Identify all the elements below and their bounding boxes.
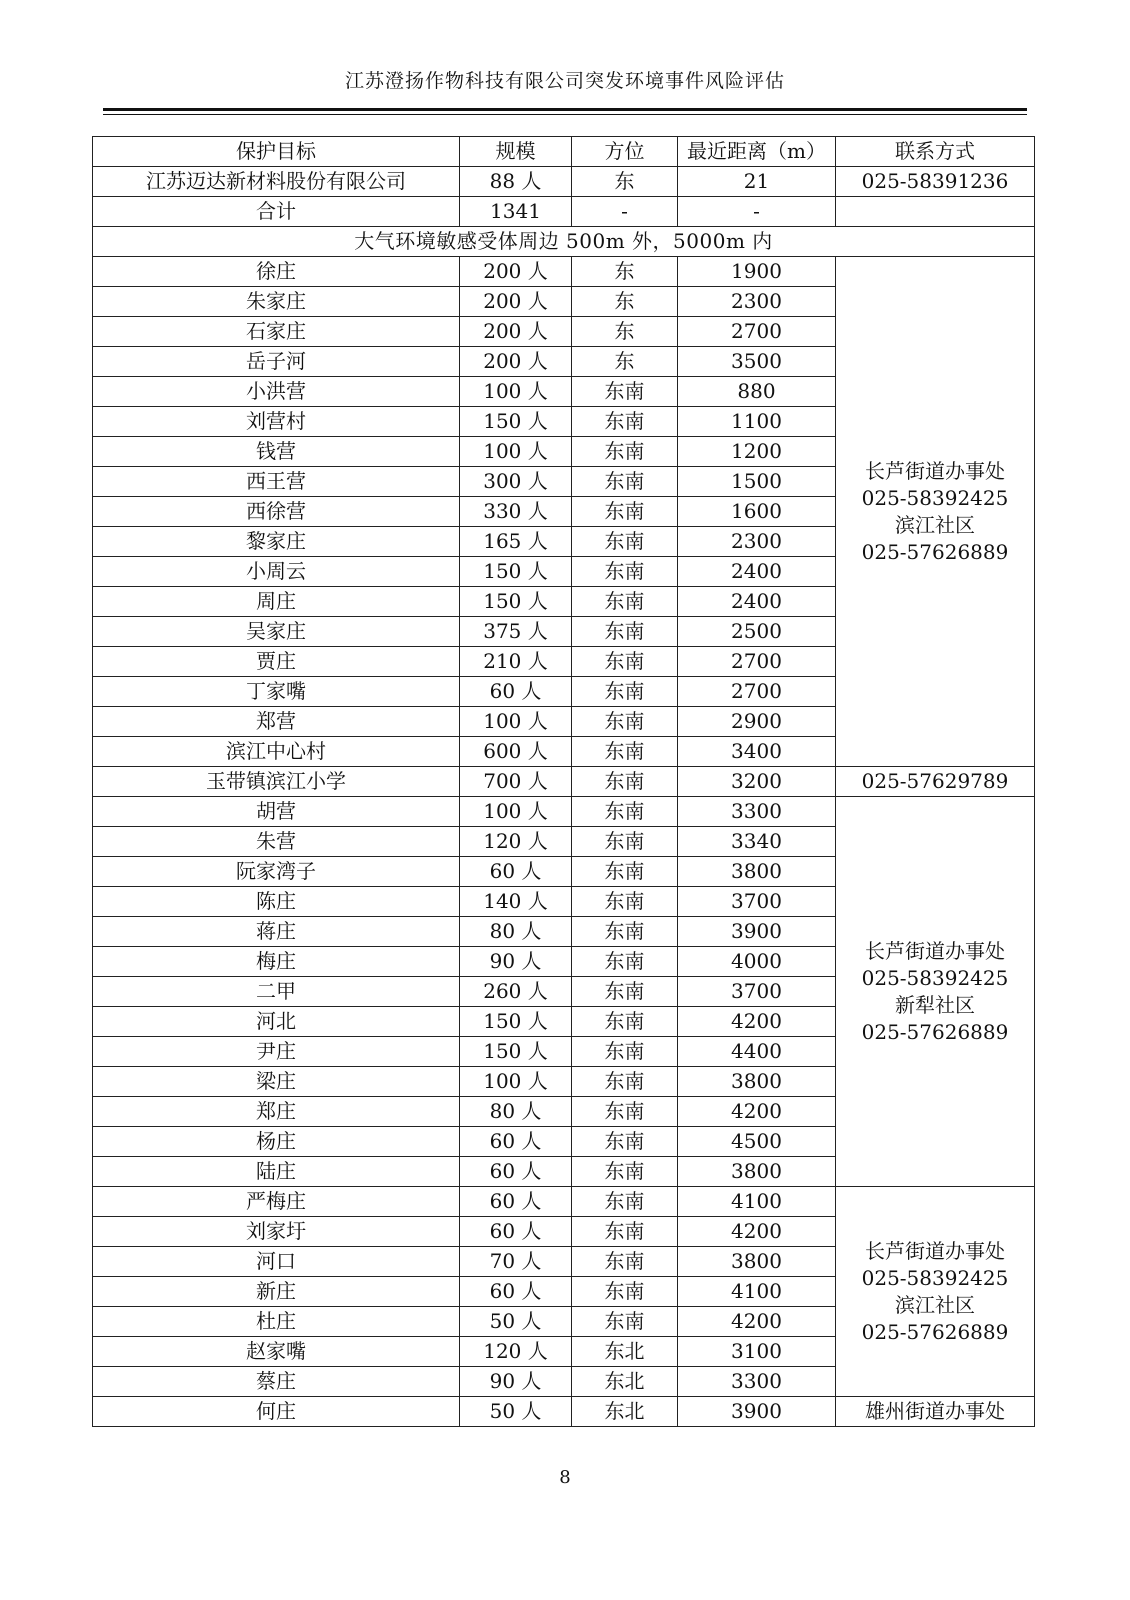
target-name-cell: 朱营: [93, 827, 460, 857]
distance-cell: 4200: [678, 1007, 836, 1037]
target-name-cell: 蒋庄: [93, 917, 460, 947]
direction-cell: 东南: [572, 977, 678, 1007]
scale-cell: 260 人: [460, 977, 572, 1007]
direction-cell: 东南: [572, 857, 678, 887]
direction-cell: 东南: [572, 1307, 678, 1337]
contact-line: 长芦街道办事处: [865, 938, 1005, 963]
direction-cell: 东南: [572, 1127, 678, 1157]
table-row: [93, 167, 1035, 197]
target-name-cell: 滨江中心村: [93, 737, 460, 767]
scale-cell: 150 人: [460, 557, 572, 587]
scale-cell: 150 人: [460, 407, 572, 437]
direction-cell: 东南: [572, 587, 678, 617]
table-header-row: [93, 137, 1035, 167]
target-name-cell: 二甲: [93, 977, 460, 1007]
distance-cell: 3300: [678, 797, 836, 827]
page-number: 8: [559, 1467, 571, 1488]
scale-cell: 60 人: [460, 1127, 572, 1157]
target-name-cell: 赵家嘴: [93, 1337, 460, 1367]
direction-cell: 东南: [572, 887, 678, 917]
distance-cell: 2700: [678, 317, 836, 347]
contact-cell: 025-58391236: [836, 167, 1035, 197]
header-rule-thick: [103, 108, 1027, 111]
table-row: [93, 767, 1035, 797]
group-contact-cell: [836, 257, 1035, 767]
direction-cell: 东南: [572, 617, 678, 647]
scale-cell: 600 人: [460, 737, 572, 767]
direction-cell: 东南: [572, 1217, 678, 1247]
scale-cell: 100 人: [460, 437, 572, 467]
target-name-cell: 周庄: [93, 587, 460, 617]
direction-cell: 东南: [572, 1097, 678, 1127]
header-rule-thin: [103, 114, 1027, 115]
column-header-scale: 规模: [460, 137, 572, 167]
table-row: [93, 257, 1035, 287]
direction-cell: 东南: [572, 1157, 678, 1187]
table-row: [93, 797, 1035, 827]
contact-line: 025-57626889: [861, 539, 1009, 564]
direction-cell: 东南: [572, 1247, 678, 1277]
distance-cell: 2500: [678, 617, 836, 647]
target-name-cell: 郑庄: [93, 1097, 460, 1127]
scale-cell: 150 人: [460, 1037, 572, 1067]
target-name-cell: 胡营: [93, 797, 460, 827]
distance-cell: 3500: [678, 347, 836, 377]
distance-cell: 4100: [678, 1187, 836, 1217]
distance-cell: 2400: [678, 587, 836, 617]
distance-cell: 2700: [678, 647, 836, 677]
target-name-cell: 河北: [93, 1007, 460, 1037]
scale-cell: 150 人: [460, 1007, 572, 1037]
direction-cell: 东北: [572, 1337, 678, 1367]
column-header-direction: 方位: [572, 137, 678, 167]
target-name-cell: 岳子河: [93, 347, 460, 377]
distance-cell: 3800: [678, 1067, 836, 1097]
distance-cell: 2300: [678, 527, 836, 557]
contact-line: 025-57626889: [861, 1319, 1009, 1344]
target-name-cell: 合计: [93, 197, 460, 227]
direction-cell: 东南: [572, 1007, 678, 1037]
direction-cell: -: [572, 197, 678, 227]
distance-cell: 21: [678, 167, 836, 197]
target-name-cell: 刘家圩: [93, 1217, 460, 1247]
distance-cell: 2400: [678, 557, 836, 587]
direction-cell: 东南: [572, 1187, 678, 1217]
table-row: [93, 1187, 1035, 1217]
distance-cell: 4000: [678, 947, 836, 977]
direction-cell: 东南: [572, 827, 678, 857]
direction-cell: 东南: [572, 737, 678, 767]
direction-cell: 东南: [572, 947, 678, 977]
protection-targets-table: [92, 136, 1035, 1427]
target-name-cell: 陆庄: [93, 1157, 460, 1187]
scale-cell: 100 人: [460, 797, 572, 827]
direction-cell: 东南: [572, 707, 678, 737]
contact-cell: 025-57629789: [836, 767, 1035, 797]
scale-cell: 100 人: [460, 1067, 572, 1097]
scale-cell: 60 人: [460, 677, 572, 707]
distance-cell: 3100: [678, 1337, 836, 1367]
group-contact-cell: [836, 797, 1035, 1187]
scale-cell: 200 人: [460, 257, 572, 287]
table-row: [93, 197, 1035, 227]
direction-cell: 东: [572, 347, 678, 377]
scale-cell: 60 人: [460, 857, 572, 887]
target-name-cell: 梅庄: [93, 947, 460, 977]
target-name-cell: 黎家庄: [93, 527, 460, 557]
direction-cell: 东南: [572, 797, 678, 827]
scale-cell: 165 人: [460, 527, 572, 557]
target-name-cell: 梁庄: [93, 1067, 460, 1097]
column-header-target: 保护目标: [93, 137, 460, 167]
scale-cell: 200 人: [460, 347, 572, 377]
direction-cell: 东北: [572, 1367, 678, 1397]
distance-cell: 1200: [678, 437, 836, 467]
direction-cell: 东南: [572, 647, 678, 677]
scale-cell: 140 人: [460, 887, 572, 917]
target-name-cell: 贾庄: [93, 647, 460, 677]
target-name-cell: 江苏迈达新材料股份有限公司: [93, 167, 460, 197]
contact-cell: 雄州街道办事处: [836, 1397, 1035, 1427]
distance-cell: 1900: [678, 257, 836, 287]
contact-line: 长芦街道办事处: [865, 1238, 1005, 1263]
contact-line: 025-58392425: [861, 965, 1009, 990]
page-header-title: 江苏澄扬作物科技有限公司突发环境事件风险评估: [344, 70, 785, 92]
distance-cell: 3340: [678, 827, 836, 857]
distance-cell: 3200: [678, 767, 836, 797]
distance-cell: 3800: [678, 1157, 836, 1187]
section-title: 大气环境敏感受体周边 500m 外，5000m 内: [93, 227, 1035, 257]
scale-cell: 90 人: [460, 1367, 572, 1397]
contact-line: 025-57626889: [861, 1019, 1009, 1044]
distance-cell: 3800: [678, 857, 836, 887]
target-name-cell: 朱家庄: [93, 287, 460, 317]
scale-cell: 330 人: [460, 497, 572, 527]
distance-cell: 4200: [678, 1217, 836, 1247]
group-contact-cell: [836, 1187, 1035, 1397]
scale-cell: 120 人: [460, 1337, 572, 1367]
contact-line: 新犁社区: [895, 992, 975, 1017]
scale-cell: 120 人: [460, 827, 572, 857]
direction-cell: 东: [572, 287, 678, 317]
column-header-distance: 最近距离（m）: [678, 137, 836, 167]
contact-line: 025-58392425: [861, 1265, 1009, 1290]
target-name-cell: 西王营: [93, 467, 460, 497]
direction-cell: 东南: [572, 497, 678, 527]
direction-cell: 东北: [572, 1397, 678, 1427]
table-row: [93, 1397, 1035, 1427]
direction-cell: 东南: [572, 407, 678, 437]
target-name-cell: 玉带镇滨江小学: [93, 767, 460, 797]
target-name-cell: 小洪营: [93, 377, 460, 407]
target-name-cell: 陈庄: [93, 887, 460, 917]
direction-cell: 东: [572, 317, 678, 347]
distance-cell: 4200: [678, 1307, 836, 1337]
distance-cell: 1600: [678, 497, 836, 527]
scale-cell: 700 人: [460, 767, 572, 797]
contact-cell: [836, 197, 1035, 227]
contact-line: 025-58392425: [861, 485, 1009, 510]
distance-cell: 880: [678, 377, 836, 407]
scale-cell: 50 人: [460, 1397, 572, 1427]
column-header-contact: 联系方式: [836, 137, 1035, 167]
scale-cell: 60 人: [460, 1157, 572, 1187]
distance-cell: 4200: [678, 1097, 836, 1127]
contact-line: 滨江社区: [895, 512, 975, 537]
target-name-cell: 尹庄: [93, 1037, 460, 1067]
target-name-cell: 小周云: [93, 557, 460, 587]
contact-line: 滨江社区: [895, 1292, 975, 1317]
distance-cell: -: [678, 197, 836, 227]
scale-cell: 210 人: [460, 647, 572, 677]
target-name-cell: 河口: [93, 1247, 460, 1277]
direction-cell: 东南: [572, 557, 678, 587]
scale-cell: 60 人: [460, 1187, 572, 1217]
distance-cell: 2900: [678, 707, 836, 737]
distance-cell: 4500: [678, 1127, 836, 1157]
target-name-cell: 钱营: [93, 437, 460, 467]
distance-cell: 4400: [678, 1037, 836, 1067]
target-name-cell: 石家庄: [93, 317, 460, 347]
contact-line: 长芦街道办事处: [865, 458, 1005, 483]
target-name-cell: 刘营村: [93, 407, 460, 437]
target-name-cell: 徐庄: [93, 257, 460, 287]
target-name-cell: 西徐营: [93, 497, 460, 527]
distance-cell: 3800: [678, 1247, 836, 1277]
scale-cell: 200 人: [460, 287, 572, 317]
target-name-cell: 吴家庄: [93, 617, 460, 647]
distance-cell: 2300: [678, 287, 836, 317]
direction-cell: 东南: [572, 1067, 678, 1097]
target-name-cell: 严梅庄: [93, 1187, 460, 1217]
distance-cell: 3400: [678, 737, 836, 767]
scale-cell: 60 人: [460, 1217, 572, 1247]
target-name-cell: 蔡庄: [93, 1367, 460, 1397]
direction-cell: 东: [572, 167, 678, 197]
direction-cell: 东南: [572, 377, 678, 407]
scale-cell: 50 人: [460, 1307, 572, 1337]
distance-cell: 3700: [678, 887, 836, 917]
target-name-cell: 郑营: [93, 707, 460, 737]
distance-cell: 1500: [678, 467, 836, 497]
direction-cell: 东南: [572, 527, 678, 557]
target-name-cell: 杜庄: [93, 1307, 460, 1337]
direction-cell: 东南: [572, 437, 678, 467]
target-name-cell: 新庄: [93, 1277, 460, 1307]
scale-cell: 80 人: [460, 1097, 572, 1127]
scale-cell: 88 人: [460, 167, 572, 197]
scale-cell: 60 人: [460, 1277, 572, 1307]
scale-cell: 80 人: [460, 917, 572, 947]
target-name-cell: 丁家嘴: [93, 677, 460, 707]
direction-cell: 东南: [572, 677, 678, 707]
target-name-cell: 何庄: [93, 1397, 460, 1427]
distance-cell: 3300: [678, 1367, 836, 1397]
scale-cell: 150 人: [460, 587, 572, 617]
distance-cell: 3700: [678, 977, 836, 1007]
direction-cell: 东: [572, 257, 678, 287]
scale-cell: 100 人: [460, 377, 572, 407]
scale-cell: 70 人: [460, 1247, 572, 1277]
direction-cell: 东南: [572, 1277, 678, 1307]
distance-cell: 3900: [678, 917, 836, 947]
direction-cell: 东南: [572, 767, 678, 797]
distance-cell: 1100: [678, 407, 836, 437]
distance-cell: 2700: [678, 677, 836, 707]
scale-cell: 100 人: [460, 707, 572, 737]
scale-cell: 300 人: [460, 467, 572, 497]
section-title-row: [93, 227, 1035, 257]
distance-cell: 3900: [678, 1397, 836, 1427]
direction-cell: 东南: [572, 1037, 678, 1067]
scale-cell: 1341: [460, 197, 572, 227]
scale-cell: 200 人: [460, 317, 572, 347]
direction-cell: 东南: [572, 467, 678, 497]
target-name-cell: 杨庄: [93, 1127, 460, 1157]
scale-cell: 90 人: [460, 947, 572, 977]
direction-cell: 东南: [572, 917, 678, 947]
scale-cell: 375 人: [460, 617, 572, 647]
distance-cell: 4100: [678, 1277, 836, 1307]
target-name-cell: 阮家湾子: [93, 857, 460, 887]
